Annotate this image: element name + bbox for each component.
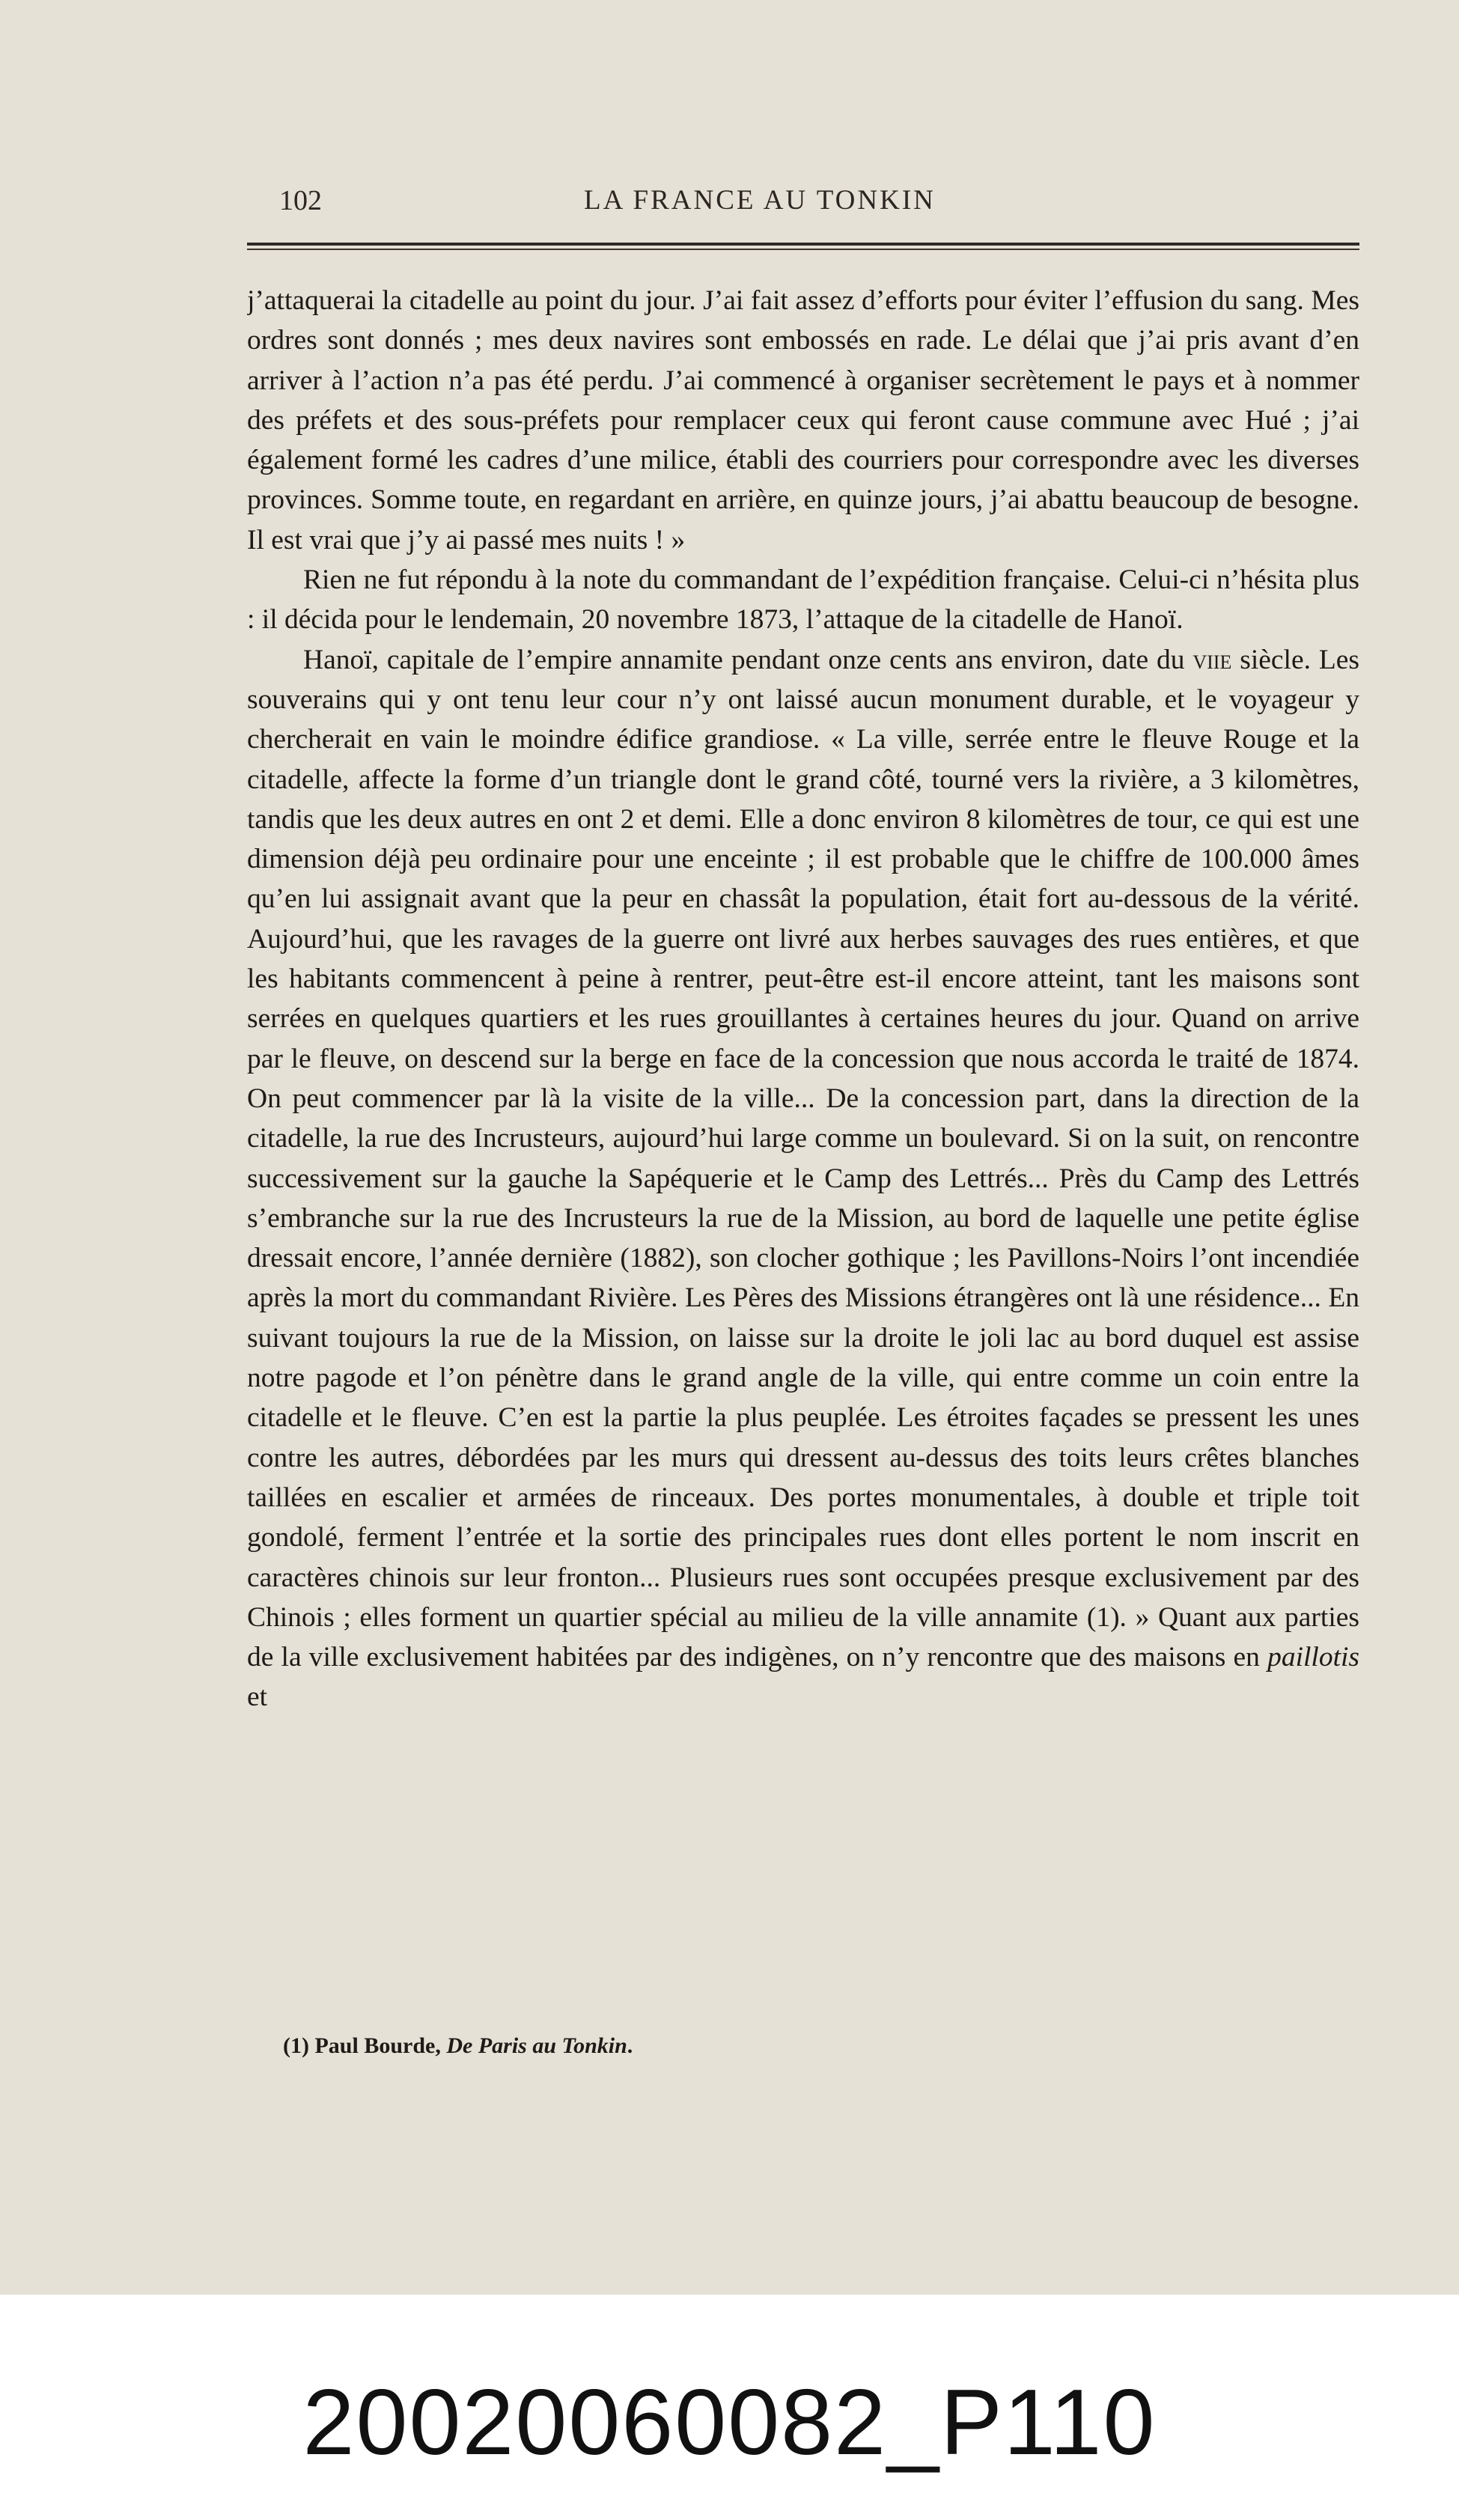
body-text [247,281,1359,1988]
footnote-end: . [627,2033,633,2058]
running-title: LA FRANCE AU TONKIN [584,185,936,216]
footnote-work-title: De Paris au Tonkin [446,2033,627,2058]
image-caption: 20020060082_P110 [302,2371,1157,2474]
paragraph-3-rest: siècle. Les souverains qui y ont tenu leur cour n’y ont laissé aucun monument durable, et le voyageur y chercherait en vain le moindre édifice grandiose. « La ville, serrée entre le fleuve Rouge et la citadelle, affecte la forme d’un triangle dont le grand côté, tourné vers la rivière, a 3 kilomètres, tandis que les deux autres en ont 2 et demi. Elle a donc environ 8 kilomètres de tour, ce qui est une dimension déjà peu ordinaire pour une enceinte ; il est probable que le chiffre de 100.000 âmes qu’en lui assignait avant que la peur en chassât la population, était fort au-dessous de la vérité. Aujourd’hui, que les ravages de la guerre ont livré aux herbes sauvages des rues entières, et que les habitants commencent à peine à rentrer, peut-être est-il encore atteint, tant les maisons sont serrées en quelques quartiers et les rues grouillantes à certaines heures du jour. Quand on arrive par le fleuve, on descend sur la berge en face de la concession que nous accorda le traité de 1874. On peut commencer par là la visite de la ville... De la concession part, dans la direction de la citadelle, la rue des Incrusteurs, aujourd’hui large comme un boulevard. Si on la suit, on rencontre successivement sur la gauche la Sapéquerie et le Camp des Lettrés... Près du Camp des Lettrés s’embranche sur la rue des Incrusteurs la rue de la Mission, au bord de laquelle une petite église dressait encore, l’année dernière (1882), son clocher gothique ; les Pavillons-Noirs l’ont incendiée après la mort du commandant Rivière. Les Pères des Missions étrangères ont là une résidence... En suivant toujours la rue de la Mission, on laisse sur la droite le joli lac au bord duquel est assise notre pagode et l’on pénètre dans le grand angle de la ville, qui entre comme un coin entre la citadelle et le fleuve. C’en est la partie la plus peuplée. Les étroites façades se pressent les unes contre les autres, débordées par les murs qui dressent au-dessus des toits leurs crêtes blanches taillées en escalier et armées de rinceaux. Des portes monumentales, à double et triple toit gondolé, ferment l’entrée et la sortie des principales rues dont elles portent le nom inscrit en caractères chinois sur leur fronton... Plusieurs rues sont occupées presque exclusivement par des Chinois ; elles forment un quartier spécial au milieu de la ville annamite (1). » Quant aux parties de la ville exclusivement habitées par des indigènes, on n’y rencontre que des maisons en [247,644,1359,1673]
paragraph-1: j’attaquerai la citadelle au point du jour. J’ai fait assez d’efforts pour éviter l’effusion du sang. Mes ordres sont donnés ; mes deux navires sont embossés en rade. Le délai que j’ai pris avant d’en arriver à l’action n’a pas été perdu. J’ai commencé à organiser secrètement le pays et à nommer des préfets et des sous-préfets pour remplacer ceux qui feront cause commune avec Hué ; j’ai également formé les cadres d’une milice, établi des courriers pour correspondre avec les diverses provinces. Somme toute, en regardant en arrière, en quinze jours, j’ai abattu beaucoup de besogne. Il est vrai que j’y ai passé mes nuits ! » [247,285,1359,556]
paragraph-2: Rien ne fut répondu à la note du commandant de l’expédition française. Celui-ci n’hésita plus : il décida pour le lendemain, 20 novembre 1873, l’attaque de la citadelle de Hanoï. [247,564,1359,636]
footnote-author: (1) Paul Bourde, [283,2033,447,2058]
header-rule [247,243,1359,246]
italic-term: paillotis [1267,1642,1359,1673]
century-numeral: viie [1193,644,1232,675]
footnote [283,2033,1181,2059]
paragraph-3 [247,640,1359,1717]
paragraph-3-start: Hanoï, capitale de l’empire annamite pendant onze cents ans environ, date du [303,644,1193,675]
header-rule-thin [247,249,1359,250]
page-number: 102 [279,185,322,216]
paragraph-3-end: et [247,1681,268,1713]
